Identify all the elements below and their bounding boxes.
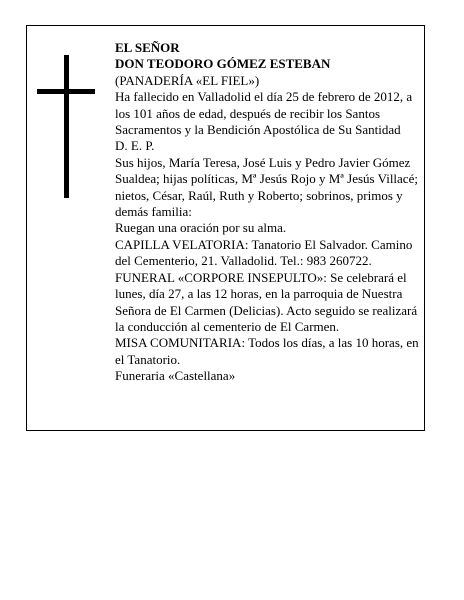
obituary-text — [115, 40, 421, 385]
family-list: Sus hijos, María Teresa, José Luis y Pedro Javier Gómez Sualdea; hijas políticas, Mª Jesús Rojo y Mª Jesús Villacé; nietos, César, Raúl, Ruth y Roberto; sobrinos, primos y demás familia: — [115, 154, 418, 220]
mass-info: MISA COMUNITARIA: Todos los días, a las 10 horas, en el Tanatorio. — [115, 335, 419, 367]
latin-cross-icon — [37, 55, 95, 198]
cross-vertical-bar — [64, 55, 69, 198]
prayer-request: Ruegan una oración por su alma. — [115, 220, 287, 236]
rip-line: D. E. P. — [115, 138, 155, 154]
title-line-1: EL SEÑOR — [115, 40, 180, 55]
funeral-home: Funeraria «Castellana» — [115, 368, 236, 384]
cross-horizontal-bar — [37, 89, 95, 94]
obituary-notice — [26, 25, 425, 431]
death-announcement: Ha fallecido en Valladolid el día 25 de febrero de 2012, a los 101 años de edad, después de recibir los Santos Sacramentos y la Bendición Apostólica de Su Santidad — [115, 89, 413, 138]
deceased-name: DON TEODORO GÓMEZ ESTEBAN — [115, 56, 331, 72]
funeral-info: FUNERAL «CORPORE INSEPULTO»: Se celebrará el lunes, día 27, a las 12 horas, en la parroquia de Nuestra Señora de El Carmen (Delicias). Acto seguido se realizará la conducción al cementerio de El Carmen. — [115, 269, 418, 334]
subtitle-business: (PANADERÍA «EL FIEL») — [115, 72, 260, 88]
wake-chapel-info: CAPILLA VELATORIA: Tanatorio El Salvador. Camino del Cementerio, 21. Valladolid. Tel.: 983 260722. — [115, 236, 413, 269]
